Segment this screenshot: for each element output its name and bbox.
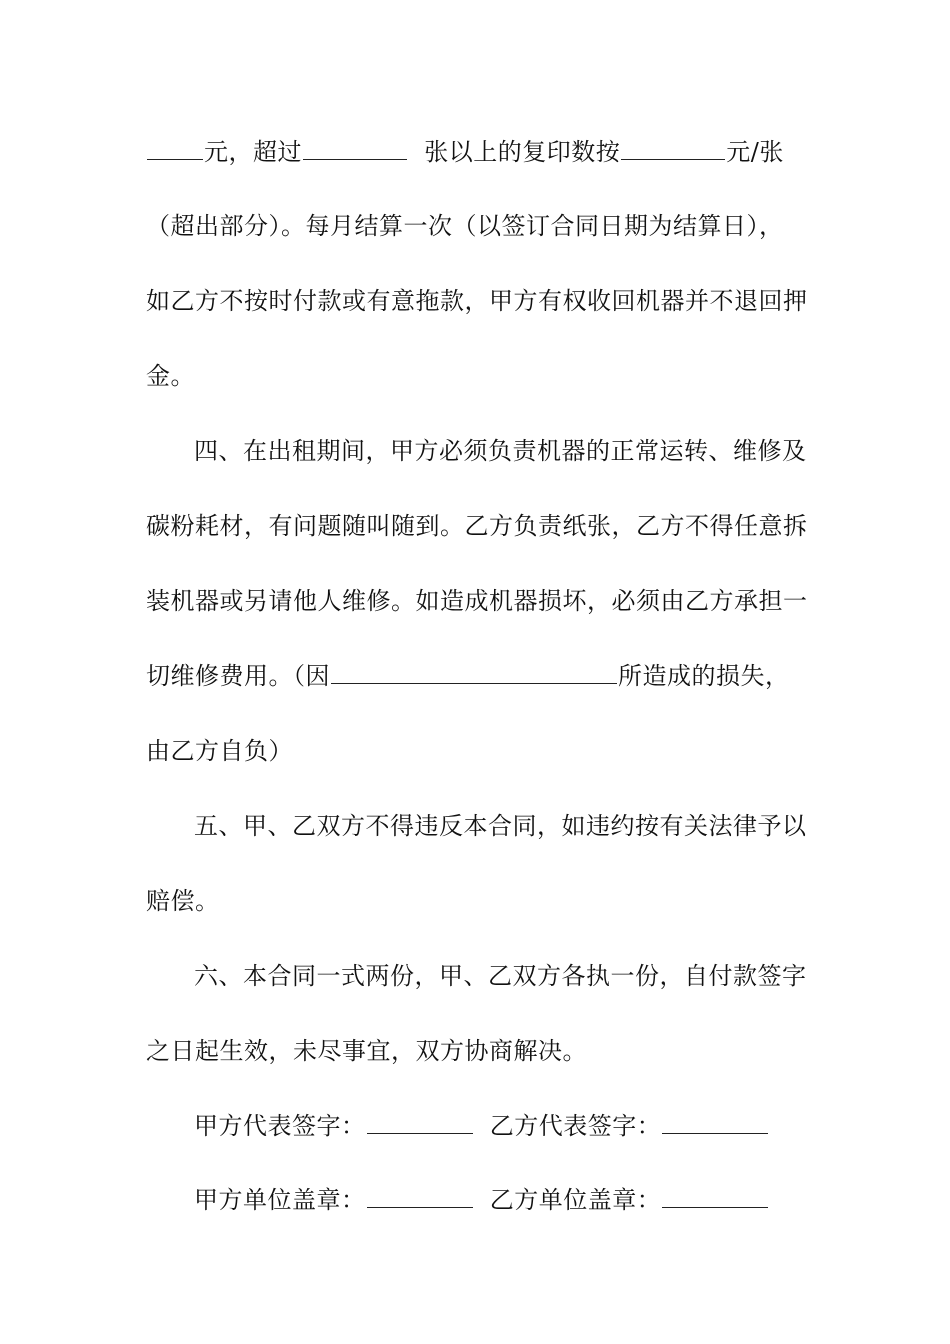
paragraph-line: 金。	[146, 362, 195, 390]
clause-4-line	[146, 661, 790, 691]
clause-4-line: 碳粉耗材，有问题随叫随到。乙方负责纸张，乙方不得任意拆	[146, 512, 808, 540]
party-b-seal-label: 乙方单位盖章：	[489, 1186, 662, 1214]
clause-5-line: 五、甲、乙双方不得违反本合同，如违约按有关法律予以	[194, 812, 807, 840]
clause-4-text-a: 切维修费用。（因	[146, 662, 330, 690]
clause-6-line: 六、本合同一式两份，甲、乙双方各执一份，自付款签字	[194, 962, 807, 990]
blank-sheet-limit	[303, 137, 407, 160]
fee-text-c: 元/张	[726, 138, 784, 166]
clause-4-line: 装机器或另请他人维修。如造成机器损坏，必须由乙方承担一	[146, 587, 808, 615]
party-a-rep-label: 甲方代表签字：	[194, 1112, 366, 1140]
clause-6-line: 之日起生效，未尽事宜，双方协商解决。	[146, 1037, 587, 1065]
fee-line	[146, 137, 784, 167]
party-a-rep-blank	[367, 1111, 473, 1134]
clause-4-text-b: 所造成的损失，	[618, 662, 790, 690]
paragraph-line: （超出部分）。每月结算一次（以签订合同日期为结算日），	[146, 212, 784, 240]
blank-cause	[331, 661, 617, 684]
signature-row	[194, 1111, 769, 1141]
fee-text-a: 元，超过	[204, 138, 302, 166]
party-b-rep-blank	[662, 1111, 768, 1134]
party-a-seal-label: 甲方单位盖章：	[194, 1186, 366, 1214]
blank-base-fee	[147, 137, 203, 160]
blank-per-sheet-price	[621, 137, 725, 160]
clause-4-line: 由乙方自负）	[146, 737, 293, 765]
clause-4-line: 四、在出租期间，甲方必须负责机器的正常运转、维修及	[194, 437, 807, 465]
clause-5-line: 赔偿。	[146, 887, 220, 915]
party-b-seal-blank	[662, 1185, 768, 1208]
paragraph-line: 如乙方不按时付款或有意拖款，甲方有权收回机器并不退回押	[146, 287, 808, 315]
party-a-seal-blank	[367, 1185, 473, 1208]
seal-row	[194, 1185, 769, 1215]
fee-text-b: 张以上的复印数按	[424, 138, 621, 166]
party-b-rep-label: 乙方代表签字：	[489, 1112, 662, 1140]
